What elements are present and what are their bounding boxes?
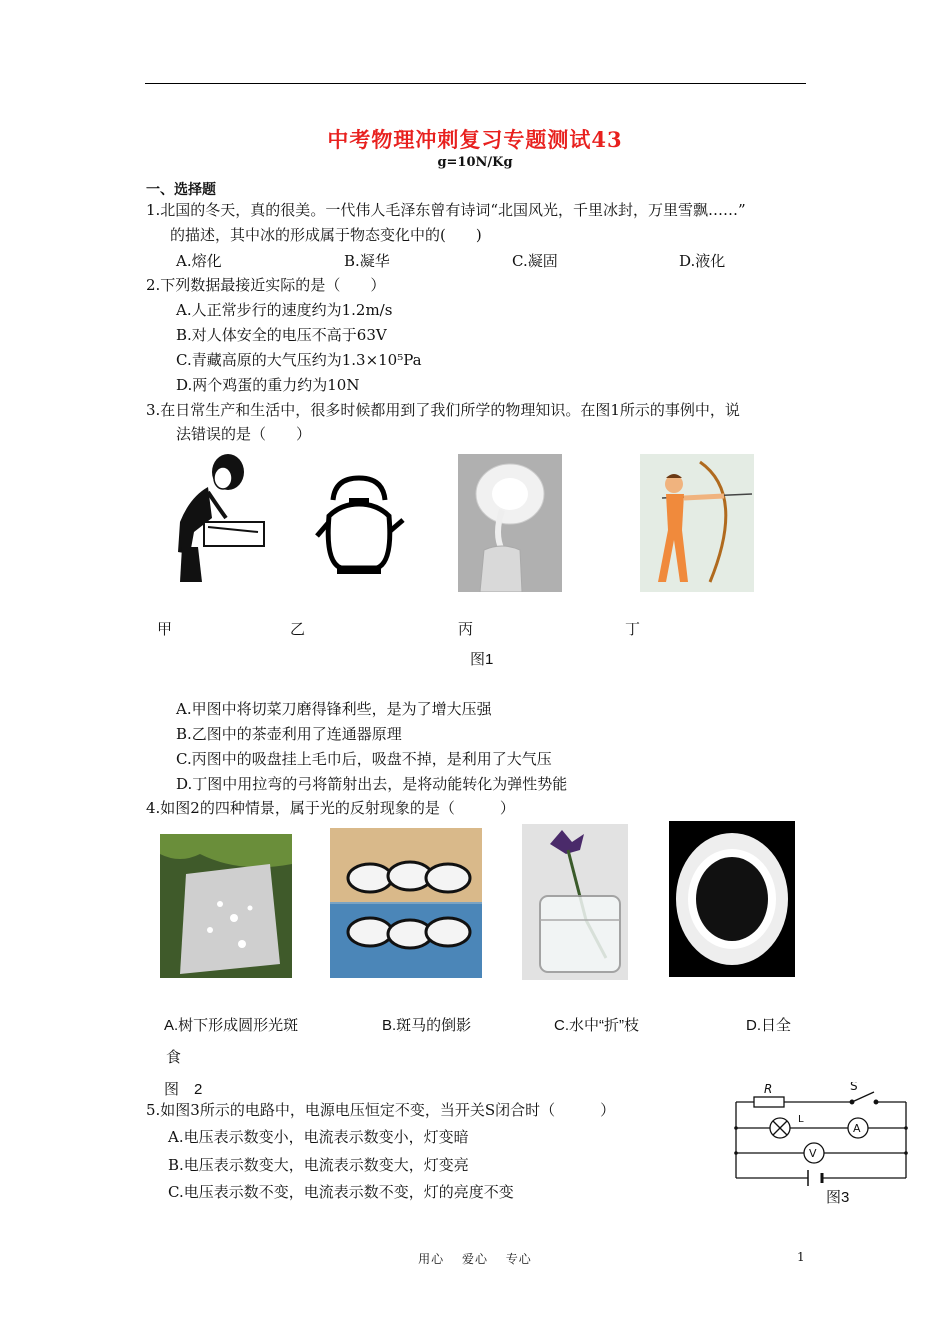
page-number: 1 — [797, 1250, 805, 1264]
circuit-label-a: A — [853, 1122, 861, 1135]
q4-stem: 4.如图2的四种情景，属于光的反射现象的是（ ） — [146, 799, 515, 817]
q1-option-d: D.液化 — [679, 252, 726, 270]
fig2-option-c: C.水中“折”枝 — [554, 1017, 639, 1034]
fig2-a-image — [160, 834, 292, 978]
page-footer: 用心 爱心 专心 — [418, 1252, 532, 1266]
q2-option-d: D.两个鸡蛋的重力约为10N — [176, 376, 360, 394]
circuit-label-r: R — [764, 1082, 773, 1096]
fig1-caption: 图1 — [470, 651, 494, 668]
fig3-caption: 图3 — [826, 1189, 850, 1206]
q5-option-a: A.电压表示数变小，电流表示数变小，灯变暗 — [168, 1128, 469, 1146]
fig2-option-d: D.日全 — [746, 1017, 792, 1034]
q2-option-b: B.对人体安全的电压不高于63V — [176, 326, 387, 344]
q5-stem: 5.如图3所示的电路中，电源电压恒定不变，当开关S闭合时（ ） — [146, 1101, 616, 1119]
fig1-label-bing: 丙 — [458, 620, 474, 638]
fig2-d-image — [669, 821, 795, 977]
section-heading: 一、选择题 — [146, 182, 216, 198]
page-title: 中考物理冲刺复习专题测试43 — [327, 127, 623, 152]
header-rule — [145, 83, 806, 84]
q3-option-c: C.丙图中的吸盘挂上毛巾后，吸盘不掉，是利用了大气压 — [176, 750, 552, 768]
q3-option-a: A.甲图中将切菜刀磨得锋利些，是为了增大压强 — [176, 700, 492, 718]
fig2-option-d-wrap: 食 — [166, 1049, 182, 1066]
fig2-b-image — [330, 828, 482, 978]
fig1-bing-image — [458, 454, 562, 592]
q5-option-b: B.电压表示数变大，电流表示数变大，灯变亮 — [168, 1156, 469, 1174]
q1-stem-line2: 的描述，其中冰的形成属于物态变化中的( ) — [170, 226, 482, 244]
circuit-label-v: V — [809, 1147, 817, 1160]
q1-option-a: A.熔化 — [176, 252, 222, 270]
q3-stem-line1: 3.在日常生产和生活中，很多时候都用到了我们所学的物理知识。在图1所示的事例中，说 — [146, 401, 740, 419]
circuit-label-s: S — [850, 1082, 858, 1093]
fig1-label-ding: 丁 — [625, 620, 641, 638]
q3-option-b: B.乙图中的茶壶利用了连通器原理 — [176, 725, 402, 743]
subtitle: g=10N/Kg — [437, 155, 513, 170]
q3-option-d: D.丁图中用拉弯的弓将箭射出去，是将动能转化为弹性势能 — [176, 775, 568, 793]
q1-option-c: C.凝固 — [512, 252, 558, 270]
q2-option-c: C.青藏高原的大气压约为1.3×10⁵Pa — [176, 351, 422, 369]
fig2-c-image — [522, 824, 628, 980]
fig2-caption: 图 2 — [164, 1081, 203, 1098]
fig3-circuit-diagram — [728, 1082, 914, 1186]
fig2-option-b: B.斑马的倒影 — [382, 1017, 472, 1034]
q2-stem: 2.下列数据最接近实际的是（ ） — [146, 276, 386, 294]
fig1-yi-image — [313, 470, 405, 576]
q1-stem-line1: 1.北国的冬天，真的很美。一代伟人毛泽东曾有诗词“北国风光，千里冰封，万里雪飘……” — [146, 201, 746, 219]
fig1-label-yi: 乙 — [290, 620, 306, 638]
q1-option-b: B.凝华 — [344, 252, 390, 270]
fig1-ding-image — [640, 454, 754, 592]
q3-stem-line2: 法错误的是（ ） — [176, 425, 312, 443]
q5-option-c: C.电压表示数不变，电流表示数不变，灯的亮度不变 — [168, 1183, 514, 1201]
q2-option-a: A.人正常步行的速度约为1.2m/s — [176, 301, 393, 319]
circuit-label-l: L — [798, 1114, 804, 1125]
fig1-label-jia: 甲 — [157, 620, 173, 638]
fig1-jia-image — [168, 452, 268, 586]
fig2-option-a: A.树下形成圆形光斑 — [164, 1017, 299, 1034]
